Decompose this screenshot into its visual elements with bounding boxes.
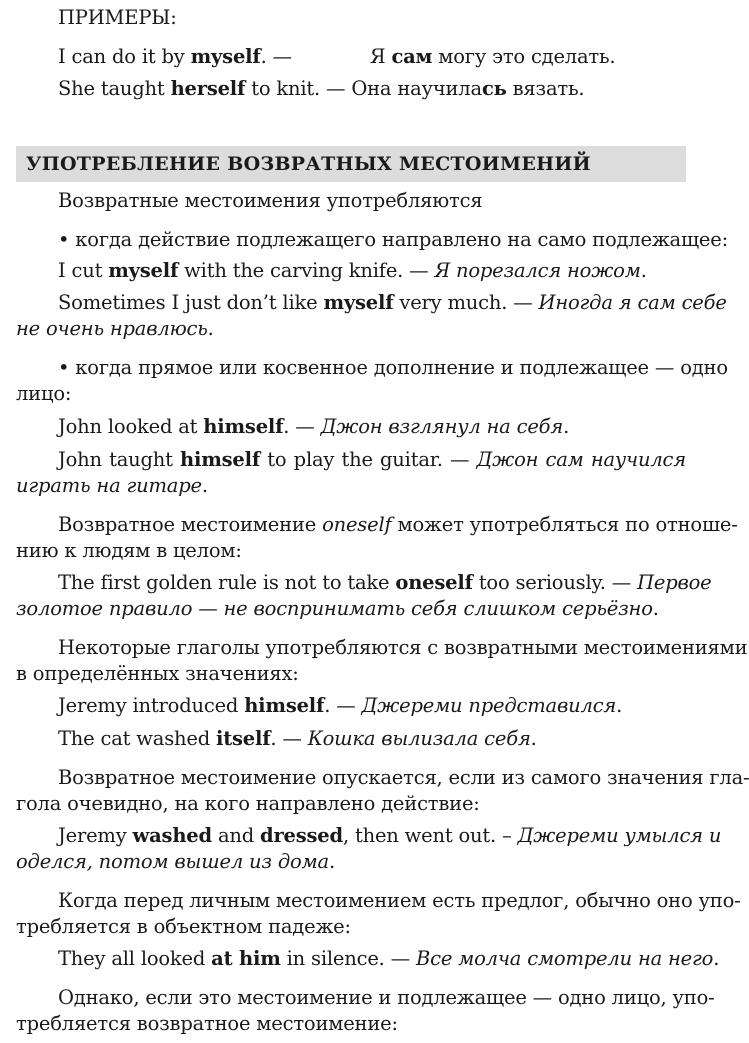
omit-paragraph-cont: гола очевидно, на кого направлено действие:	[16, 792, 480, 815]
example-dont-like-myself: Sometimes I just don’t like myself very much. — Иногда я сам себе	[58, 291, 727, 314]
examples-label: ПРИМЕРЫ:	[58, 6, 177, 29]
example-dont-like-myself-cont: не очень нравлюсь.	[16, 317, 214, 340]
bullet-1: • когда действие подлежащего направлено на само подлежащее:	[58, 228, 728, 251]
example-golden-rule-cont: золотое правило — не воспринимать себя слишком серьёзно.	[16, 597, 659, 620]
bullet-2-cont: лицо:	[16, 382, 72, 405]
oneself-paragraph: Возвратное местоимение oneself может употребляться по отноше-	[58, 513, 738, 536]
intro-paragraph: Возвратные местоимения употребляются	[58, 189, 483, 212]
section-heading: УПОТРЕБЛЕНИЕ ВОЗВРАТНЫХ МЕСТОИМЕНИЙ	[26, 153, 591, 175]
however-paragraph: Однако, если это местоимение и подлежащее — одно лицо, упо-	[58, 986, 715, 1009]
example-golden-rule: The first golden rule is not to take oneself too seriously. — Первое	[58, 571, 712, 594]
preposition-paragraph: Когда перед личным местоимением есть предлог, обычно оно упо-	[58, 889, 741, 912]
example-sentence-1: I can do it by myself. — Я сам могу это сделать.	[58, 45, 616, 68]
example-taught-himself: John taught himself to play the guitar. — Джон сам научился	[58, 448, 686, 471]
verbs-paragraph: Некоторые глаголы употребляются с возвратными местоимениями	[58, 636, 748, 659]
verbs-paragraph-cont: в определённых значениях:	[16, 662, 299, 685]
oneself-paragraph-cont: нию к людям в целом:	[16, 539, 242, 562]
example-looked-at-him: They all looked at him in silence. — Все молча смотрели на него.	[58, 947, 720, 970]
however-paragraph-cont: требляется возвратное местоимение:	[16, 1012, 398, 1035]
example-cut-myself: I cut myself with the carving knife. — Я порезался ножом.	[58, 259, 647, 282]
example-washed-dressed-cont: оделся, потом вышел из дома.	[16, 850, 335, 873]
example-washed-dressed: Jeremy washed and dressed, then went out. – Джереми умылся и	[58, 824, 722, 847]
example-cat-washed-itself: The cat washed itself. — Кошка вылизала себя.	[58, 727, 537, 750]
bullet-2: • когда прямое или косвенное дополнение и подлежащее — одно	[58, 356, 728, 379]
omit-paragraph: Возвратное местоимение опускается, если из самого значения гла-	[58, 766, 749, 789]
example-taught-himself-cont: играть на гитаре.	[16, 474, 208, 497]
example-sentence-2: She taught herself to knit. — Она научилась вязать.	[58, 77, 585, 100]
preposition-paragraph-cont: требляется в объектном падеже:	[16, 915, 351, 938]
example-introduced-himself: Jeremy introduced himself. — Джереми представился.	[58, 694, 623, 717]
example-looked-at-himself: John looked at himself. — Джон взглянул на себя.	[58, 415, 570, 438]
